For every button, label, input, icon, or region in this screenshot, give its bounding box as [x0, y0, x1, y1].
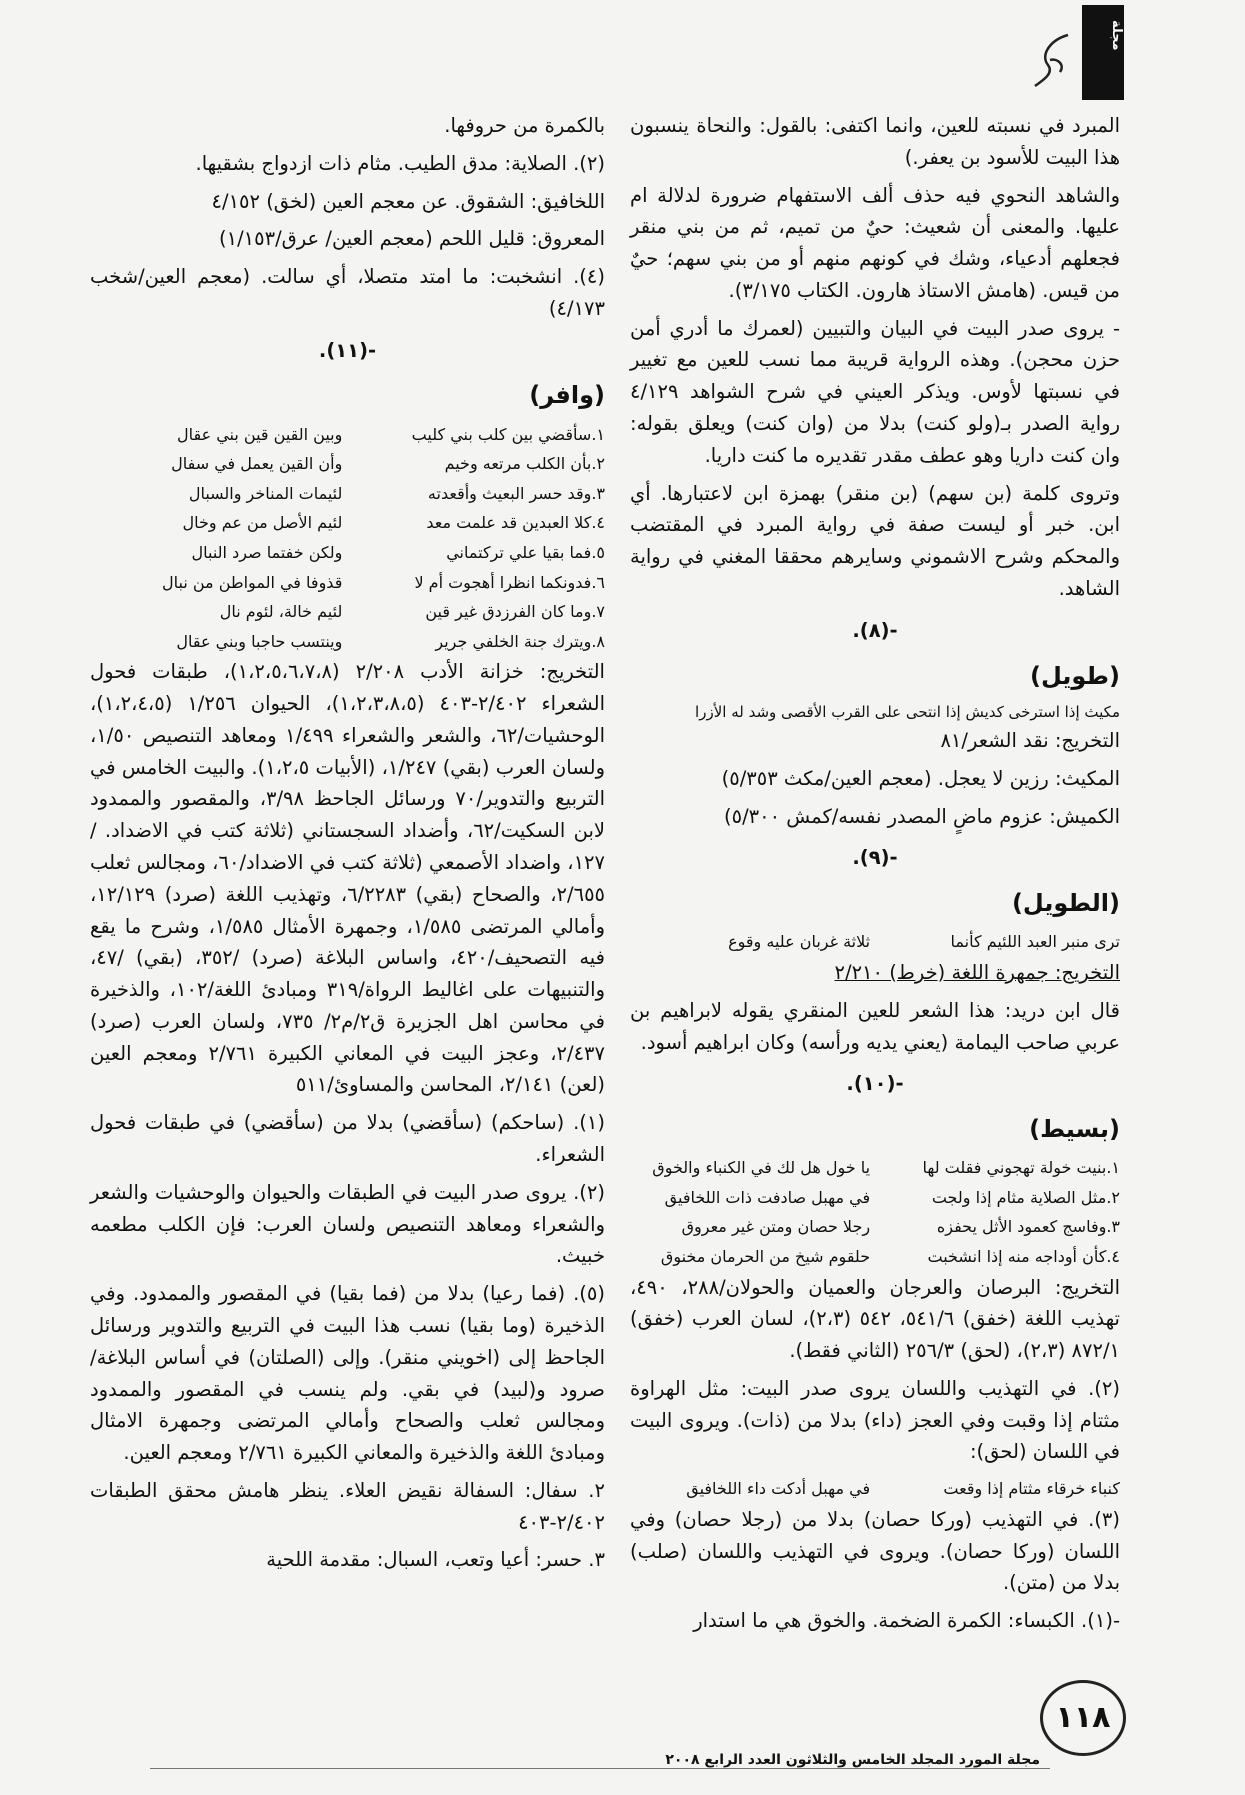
verse-hemistich: ٣.وقد حسر البعيث وأقعدته	[427, 483, 605, 503]
footnote: (١). (ساحكم) (سأقضي) بدلا من (سأقضي) في طبقات فحول الشعراء.	[90, 1111, 605, 1167]
verse-line	[90, 568, 605, 598]
verse-line: مكيث إذا استرخى كديش إذا انتحى على القرب الأقصى وشد له الأزرا	[695, 702, 1120, 721]
sources-line: التخريج: نقد الشعر/٨١	[940, 729, 1120, 753]
gloss-line: المكيث: رزين لا يعجل. (معجم العين/مكث ٥/٣٥٣)	[721, 766, 1120, 790]
verse-hemistich: في مهبل أدكت داء اللخافيق	[686, 1479, 871, 1499]
page-number: ١١٨	[1040, 1680, 1126, 1756]
verse-hemistich: ٢.مثل الصلاية مثام إذا ولجت	[931, 1187, 1120, 1207]
sources-line: التخريج: البرصان والعرجان والعميان والحولان/٢٨٨، ٤٩٠، تهذيب اللغة (خفق) ٥٤١/٦، ٥٤٢ (٢،٣)، لسان العرب (خفق) ٨٧٢/١ (٢،٣)، (لحق) ٢٥٦/٣ (الثاني فقط).	[630, 1275, 1120, 1363]
sources-line: التخريج: جمهرة اللغة (خرط) ٢/٢١٠	[834, 960, 1120, 984]
verse-line	[630, 927, 1120, 957]
footnote: (٢). الصلاية: مدق الطيب. مثام ذات ازدواج بشقيها.	[195, 151, 605, 175]
verse-hemistich: في مهبل صادفت ذات اللخافيق	[664, 1187, 871, 1207]
verse-hemistich: ٣.وفاسج كعمود الأثل يحفزه	[936, 1217, 1120, 1237]
verse-line	[630, 1212, 1120, 1242]
right-column	[630, 110, 1120, 1643]
footer-divider	[150, 1768, 1050, 1769]
section-number: -(٩).	[852, 846, 898, 870]
verse-hemistich: ثلاثة غربان عليه وقوع	[728, 932, 871, 952]
verse-hemistich: ٧.وما كان الفرزدق غير قين	[425, 602, 605, 622]
paragraph: بالكمرة من حروفها.	[444, 114, 605, 137]
verse-hemistich: ١.سأقضي بين كلب بني كليب	[411, 424, 605, 444]
footnote: (٢). في التهذيب واللسان يروى صدر البيت: مثل الهراوة مثتام إذا وقبت وفي العجز (داء) بدلا من (ذات). ويروى البيت في اللسان (لحق):	[630, 1376, 1120, 1464]
paragraph: والشاهد النحوي فيه حذف ألف الاستفهام ضرورة لدلالة ام عليها. والمعنى أن شعيث: حيٌ من تميم، ثم من بني منقر فجعلهم أدعياء، وشك في كونهم منهم أو من بني سهم؛ حيٌ من قيس. (هامش الاستاذ هارون. الكتاب ٣/١٧٥).	[630, 183, 1120, 302]
section-number: -(١١).	[318, 338, 377, 362]
footnote: ٢. سفال: السفالة نقيض العلاء. ينظر هامش محقق الطبقات ٢/٤٠٢-٤٠٣	[90, 1478, 605, 1534]
paragraph: وتروى كلمة (بن سهم) (بن منقر) بهمزة ابن لاعتبارها. أي ابن. خبر أو ليست صفة في رواية المبرد في المقتضب والمحكم وشرح الاشموني وسايرهم محققا المغني في رواية الشاهد.	[630, 481, 1120, 600]
verse-line	[90, 479, 605, 509]
verse-line	[630, 1242, 1120, 1272]
verse-hemistich: ترى منبر العبد اللئيم كأنما	[950, 932, 1120, 952]
paragraph: قال ابن دريد: هذا الشعر للعين المنقري يقوله لابراهيم بن عربي صاحب اليمامة (يعني يديه ورأسه) وكان ابراهيم أسود.	[630, 998, 1120, 1054]
verse-line	[90, 508, 605, 538]
footnote: -(١). الكبساء: الكمرة الضخمة. والخوق هي ما استدار	[693, 1609, 1120, 1633]
calligraphy-ornament-icon	[1030, 30, 1075, 90]
left-column	[90, 110, 605, 1582]
verse-hemistich: ٢.بأن الكلب مرتعه وخيم	[444, 454, 605, 474]
verse-hemistich: ٤.كأن أوداجه منه إذا انشخبت	[927, 1246, 1120, 1266]
verse-hemistich: ٤.كلا العبدين قد علمت معد	[426, 513, 605, 533]
verse-line	[90, 538, 605, 568]
footnote: اللخافيق: الشقوق. عن معجم العين (لخق) ٤/١٥٢	[211, 189, 605, 213]
footnote: ٣. حسر: أعيا وتعب، السبال: مقدمة اللحية	[266, 1548, 605, 1572]
verse-hemistich: وبين القين قين بني عقال	[176, 424, 343, 444]
verse-hemistich: ٥.فما بقيا علي تركتماني	[446, 542, 605, 562]
verse-hemistich: لئيم خالة، لئوم نال	[219, 602, 343, 622]
paragraph: - يروى صدر البيت في البيان والتبيين (لعمرك ما أدري أمن حزن محجن). وهذه الرواية قريبة مما نسب للعين مع تغيير في نسبتها لأوس. ويذكر العيني في شرح الشواهد ٤/١٢٩ رواية الصدر بـ(ولو كنت) بدلا من (وان كنت) ويعلق بقوله: وان كنت داريا وهو عطف مقدر تقديره ما كنت داريا.	[630, 316, 1120, 467]
verse-line	[630, 1183, 1120, 1213]
verse-hemistich: كنباء خرقاء مثتام إذا وقعت	[943, 1479, 1120, 1499]
verse-hemistich: ٨.ويترك جنة الخلفي جرير	[435, 631, 605, 651]
meter-heading: (وافر)	[529, 381, 605, 410]
verse-hemistich: لئيمات المناخر والسبال	[188, 483, 343, 503]
verse-hemistich: رجلا حصان ومتن غير معروق	[681, 1217, 871, 1237]
verse-hemistich: يا خول هل لك في الكنباء والخوق	[652, 1158, 871, 1178]
footnote: (٢). يروى صدر البيت في الطبقات والحيوان والوحشيات والشعر والشعراء ومعاهد التنصيص ولسان العرب: فإن الكلب مطعمه خبيث.	[90, 1180, 605, 1268]
verse-hemistich: ولكن خفتما صرد النبال	[191, 542, 343, 562]
verse-line	[630, 1474, 1120, 1504]
verse-hemistich: وأن القين يعمل في سفال	[171, 454, 343, 474]
verse-line	[630, 1153, 1120, 1183]
paragraph: المبرد في نسبته للعين، وانما اكتفى: بالقول: والنحاة ينسبون هذا البيت للأسود بن يعفر.)	[630, 114, 1120, 169]
verse-hemistich: قذوفا في المواطن من نبال	[161, 572, 343, 592]
footnote: المعروق: قليل اللحم (معجم العين/ عرق/١/١٥٣)	[219, 227, 605, 251]
footnote: (٤). انشخبت: ما امتد متصلا، أي سالت. (معجم العين/شخب ٤/١٧٣)	[90, 265, 605, 320]
section-number: -(٨).	[852, 618, 898, 642]
journal-mark: مجلة	[1109, 20, 1124, 51]
footnote: (٣). في التهذيب (وركا حصان) بدلا من (رجلا حصان) وفي اللسان (وركا حصان). ويروى في التهذيب واللسان (صلب) بدلا من (متن).	[630, 1507, 1120, 1595]
sources-line: التخريج: خزانة الأدب ٢/٢٠٨ (١،٢،٥،٦،٧،٨)، طبقات فحول الشعراء ٢/٤٠٢-٤٠٣ (١،٢،٣،٨،٥)، الحيوان ١/٢٥٦ (١،٢،٤،٥)، الوحشيات/٦٢، والشعر والشعراء ١/٤٩٩ ومعاهد التنصيص ١/٥٠، ولسان العرب (بقي) ١/٢٤٧، (الأبيات ١،٢،٥). والبيت الخامس في التربيع والتدوير/٧٠ ورسائل الجاحظ ٣/٩٨، والمقصور والممدود لابن السكيت/٦٢، وأضداد السجستاني (ثلاثة كتب في الاضداد. /١٢٧، واضداد الأصمعي (ثلاثة كتب في الاضداد/٦٠، ومجالس ثعلب ٢/٦٥٥، والصحاح (بقي) ٦/٢٢٨٣، وتهذيب اللغة (صرد) ١٢/١٢٩، وأمالي المرتضى ١/٥٨٥، وجمهرة الأمثال ١/٥٨٥، وشرح ما يقع فيه التصحيف/٤٢٠، واساس البلاغة (صرد) /٣٥٢، (بقي) /٤٧، والتنبيهات على اغاليط الرواة/٣١٩ ومبادئ اللغة/١٠٢، والذخيرة في محاسن اهل الجزيرة ق٢/م٢/ ٧٣٥، ولسان العرب (صرد) ٢/٤٣٧، وعجز البيت في المعاني الكبيرة ٢/٧٦١ ومعجم العين (لعن) ٢/١٤١، المحاسن والمساوئ/٥١١	[90, 660, 606, 1097]
verse-line	[90, 420, 605, 450]
verse-line	[90, 597, 605, 627]
verse-hemistich: ١.بنيت خولة تهجوني فقلت لها	[922, 1158, 1120, 1178]
footnote: (٥). (فما رعيا) بدلا من (فما بقيا) في المقصور والممدود. وفي الذخيرة (وما بقيا) نسب هذا البيت في التربيع والتدوير ورسائل الجاحظ إلى (اخويني منقر). وإلى (الصلتان) في أساس البلاغة/صرود و(لبيد) في بقي. ولم ينسب في المقصور والممدود ومجالس ثعلب والصحاح وأمالي المرتضى وجمهرة الامثال ومبادئ اللغة والذخيرة والمعاني الكبيرة ٢/٧٦١ ومعجم العين.	[90, 1282, 605, 1465]
journal-footer: مجلة المورد المجلد الخامس والثلاثون العدد الرابع ٢٠٠٨	[665, 1752, 1040, 1768]
meter-heading: (طويل)	[1029, 661, 1120, 690]
section-number: -(١٠).	[846, 1072, 904, 1096]
verse-hemistich: لئيم الأصل من عم وخال	[182, 513, 343, 533]
verse-line	[90, 627, 605, 657]
verse-hemistich: ٦.فدونكما انظرا أهجوت أم لا	[414, 572, 605, 592]
verse-hemistich: حلقوم شيخ من الحرمان مخنوق	[660, 1246, 871, 1266]
verse-line	[90, 449, 605, 479]
meter-heading: (بسيط)	[1029, 1115, 1120, 1144]
gloss-line: الكميش: عزوم ماضٍ المصدر نفسه/كمش ٥/٣٠٠)	[724, 804, 1120, 828]
meter-heading: (الطويل)	[1011, 889, 1120, 918]
verse-hemistich: وينتسب حاجبا وبني عقال	[176, 631, 343, 651]
